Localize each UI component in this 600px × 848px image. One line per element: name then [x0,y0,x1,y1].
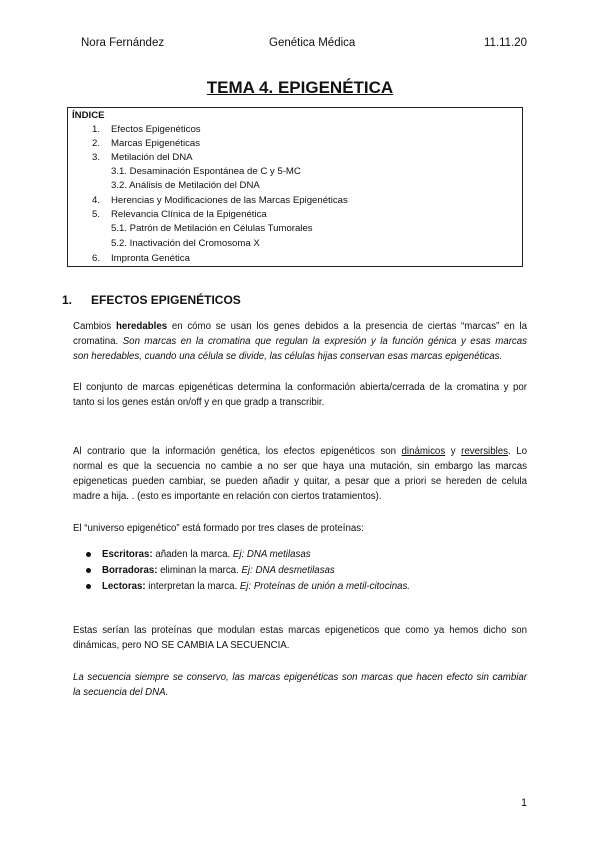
page-number: 1 [521,797,528,809]
header-author: Nora Fernández [81,37,165,49]
toc-item[interactable]: 5.2. Inactivación del Cromosoma X [111,238,260,249]
toc-item[interactable]: 5.1. Patrón de Metilación en Células Tumorales [111,223,313,234]
table-of-contents: ÍNDICE 1. Efectos Epigenéticos 2. Marcas Epigenéticas 3. Metilación del DNA 3.1. Desaminación Espontánea de C y 5-MC 3.2. Análisis de Metilación del DNA 4. Herencias y Modificaciones de las Marcas Epigenéticas 5. Relevancia Clínica de la Epigenética 5.1. Patrón de Metilación en Células Tumorales 5.2. Inactivación del Cromosoma X 6. Impronta Genética [67,107,523,267]
paragraph-proteins: Estas serían las proteínas que modulan estas marcas epigeneticos que como ya hemos dicho son dinámicas, pero NO SE CAMBIA LA SECUENCIA. [73,625,527,651]
paragraph-definition: Cambios heredables en cómo se usan los genes debidos a la presencia de ciertas “marcas” en la cromatina. Son marcas en la cromatina que regulan la expresión y la función génica y esas marcas son heredables, cuando una célula se divide, las células hijas conservan esas marcas epigenéticas. [73,321,528,362]
paragraph-universe: El “universo epigenético” está formado por tres clases de proteínas: [73,523,364,534]
paragraph-dynamic: Al contrario que la información genética, los efectos epigenéticos son dinámicos y reversibles. Lo normal es que la secuencia no cambie a no ser que haya una mutación, sin embargo las marcas epigeneticas pueden cambiar, se pueden añadir y quitar, a pesar que a priori se hereden de celula madre a hija. . (esto es importante en relación con ciertos tratamientos). [73,446,527,502]
list-item: Borradoras: eliminan la marca. Ej: DNA desmetilasas [86,565,335,576]
list-item: Escritoras: añaden la marca. Ej: DNA metilasas [86,549,311,560]
bullet-icon [86,584,91,589]
paragraph-marks: El conjunto de marcas epigenéticas determina la conformación abierta/cerrada de la cromatina y por tanto si los genes están on/off y en que gradp a transcribir. [73,382,527,408]
bullet-icon [86,568,91,573]
toc-item[interactable]: 3.1. Desaminación Espontánea de C y 5-MC [111,166,301,177]
toc-item[interactable]: 3.2. Análisis de Metilación del DNA [111,180,260,191]
section-title: EFECTOS EPIGENÉTICOS [91,293,241,307]
page-title: TEMA 4. EPIGENÉTICA [206,78,394,97]
list-item: Lectoras: interpretan la marca. Ej: Proteínas de unión a metil-citocinas. [86,581,410,592]
bullet-icon [86,552,91,557]
header-date: 11.11.20 [484,37,528,49]
section-number: 1. [62,293,73,307]
header-subject: Genética Médica [269,37,356,49]
paragraph-conclusion: La secuencia siempre se conservo, las marcas epigenéticas son marcas que hacen efecto sin cambiar la secuencia del DNA. [73,672,527,698]
toc-heading: ÍNDICE [72,110,105,121]
